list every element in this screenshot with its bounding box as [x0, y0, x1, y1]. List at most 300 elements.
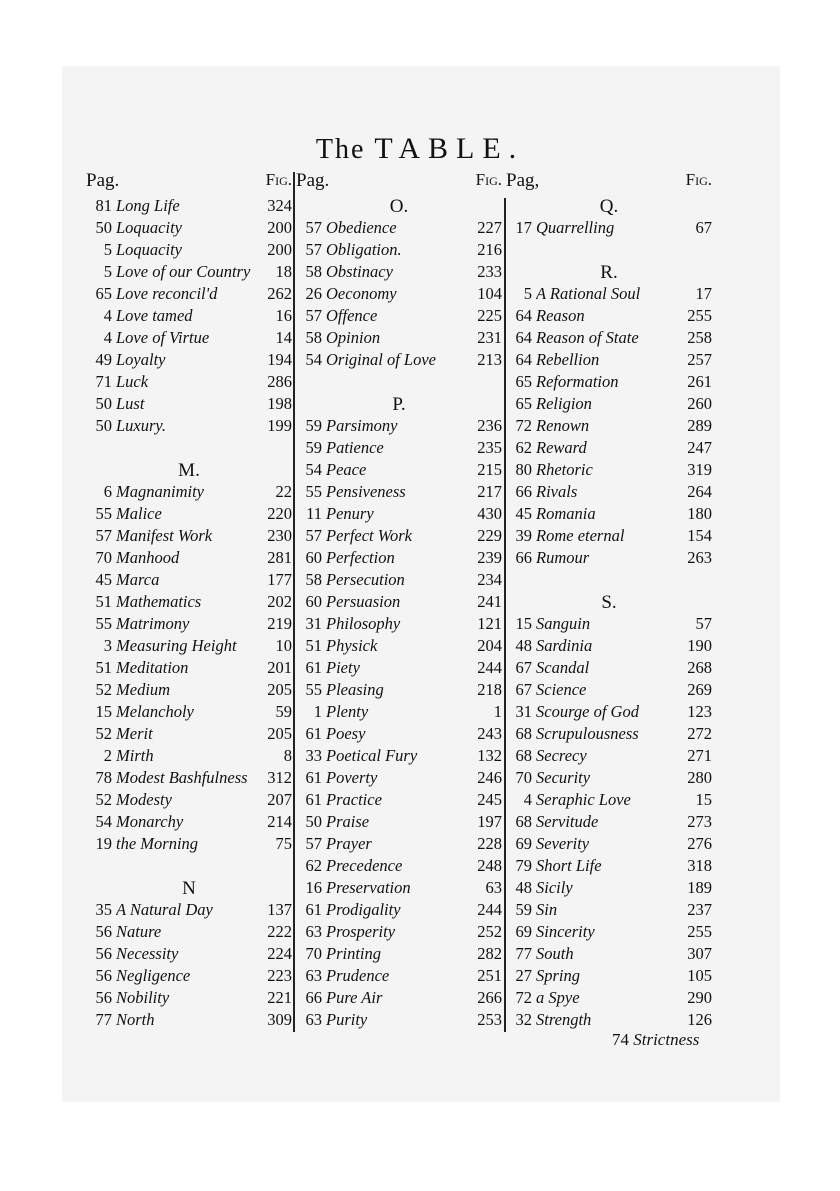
entry-page: 68	[515, 746, 532, 765]
entry-figure: 200	[267, 218, 292, 237]
entry-name: Medium	[116, 680, 171, 699]
entry-name: Mathematics	[116, 592, 202, 611]
entry-name: Monarchy	[116, 812, 184, 831]
entry-page: 59	[305, 416, 322, 435]
entry-name: South	[536, 944, 574, 963]
entry-page: 71	[95, 372, 112, 391]
entry-page: 61	[305, 768, 322, 787]
entry-page: 62	[305, 856, 322, 875]
section-letter: N	[182, 878, 196, 899]
entry-figure: 307	[687, 944, 712, 963]
entry-name: Oeconomy	[326, 284, 397, 303]
index-entry	[86, 350, 292, 372]
entry-figure: 244	[477, 658, 502, 677]
entry-name: Sanguin	[536, 614, 591, 633]
entry-name: Obstinacy	[326, 262, 393, 281]
entry-page: 45	[95, 570, 112, 589]
entry-page: 50	[95, 218, 112, 237]
entry-name: Meditation	[116, 658, 189, 677]
entry-figure: 229	[477, 526, 502, 545]
index-entry	[506, 790, 712, 812]
entry-figure: 190	[687, 636, 712, 655]
entry-page: 35	[95, 900, 112, 919]
entry-page: 77	[515, 944, 532, 963]
entry-name: Piety	[326, 658, 360, 677]
index-entry	[506, 306, 712, 328]
entry-figure: 223	[267, 966, 292, 985]
entry-figure: 253	[477, 1010, 502, 1029]
entry-figure: 180	[687, 504, 712, 523]
entry-page: 69	[515, 834, 532, 853]
index-entry	[86, 834, 292, 856]
entry-figure: 282	[477, 944, 502, 963]
entry-page: 50	[305, 812, 322, 831]
entry-page: 51	[305, 636, 322, 655]
section-letter: P.	[392, 394, 406, 415]
index-entry	[296, 746, 502, 768]
index-entry	[86, 768, 292, 790]
index-entry	[506, 328, 712, 350]
entry-figure: 289	[687, 416, 712, 435]
entry-name: Rome eternal	[536, 526, 625, 545]
section-letter: O.	[389, 196, 409, 217]
entry-name: Magnanimity	[116, 482, 204, 501]
index-entry	[506, 284, 712, 306]
entry-name: Matrimony	[116, 614, 190, 633]
entry-page: 51	[95, 658, 112, 677]
catchword-text: Strictness	[633, 1030, 700, 1049]
header-fig: Fig.	[685, 170, 712, 189]
entry-name: Persuasion	[326, 592, 401, 611]
entry-figure: 324	[267, 196, 292, 215]
entry-name: Sin	[536, 900, 558, 919]
entry-page: 58	[305, 328, 322, 347]
index-entry	[86, 922, 292, 944]
entry-figure: 202	[267, 592, 292, 611]
entry-name: Precedence	[326, 856, 403, 875]
entry-name: Love of our Country	[116, 262, 251, 281]
title-main: TABLE.	[374, 132, 525, 165]
entry-page: 72	[515, 416, 532, 435]
entry-name: Opinion	[326, 328, 381, 347]
index-entry	[296, 438, 502, 460]
index-entry	[296, 680, 502, 702]
entry-name: Sardinia	[536, 636, 593, 655]
entry-name: Modest Bashfulness	[116, 768, 248, 787]
entry-name: Rhetoric	[536, 460, 593, 479]
entry-figure: 251	[477, 966, 502, 985]
entry-name: Sincerity	[536, 922, 595, 941]
entry-page: 64	[515, 350, 532, 369]
entry-name: Plenty	[326, 702, 369, 721]
index-entry	[86, 702, 292, 724]
entry-page: 60	[305, 592, 322, 611]
entry-name: Loyalty	[116, 350, 166, 369]
entry-name: Scrupulousness	[536, 724, 639, 743]
entry-figure: 248	[477, 856, 502, 875]
header-pag: Pag,	[506, 170, 540, 191]
column-header	[86, 170, 292, 196]
entry-name: Reformation	[536, 372, 619, 391]
spacer	[86, 438, 292, 460]
index-entry	[86, 966, 292, 988]
entry-figure: 22	[275, 482, 292, 501]
index-entry	[86, 416, 292, 438]
entry-figure: 105	[687, 966, 712, 985]
entry-figure: 218	[477, 680, 502, 699]
entry-name: Philosophy	[326, 614, 401, 633]
index-entry	[506, 482, 712, 504]
index-column-2	[296, 170, 502, 1032]
entry-page: 31	[305, 614, 322, 633]
entry-page: 19	[95, 834, 112, 853]
entry-name: Seraphic Love	[536, 790, 631, 809]
entry-name: Modesty	[116, 790, 172, 809]
index-entry	[506, 768, 712, 790]
entry-page: 57	[305, 218, 322, 237]
entry-figure: 261	[687, 372, 712, 391]
entry-figure: 236	[477, 416, 502, 435]
index-entry	[296, 856, 502, 878]
entry-figure: 309	[267, 1010, 292, 1029]
index-entry	[296, 636, 502, 658]
entry-page: 66	[515, 482, 532, 501]
index-entry	[86, 592, 292, 614]
entry-name: Marca	[116, 570, 160, 589]
entry-figure: 272	[687, 724, 712, 743]
entry-page: 57	[305, 240, 322, 259]
entry-name: Religion	[536, 394, 592, 413]
entry-figure: 319	[687, 460, 712, 479]
entry-figure: 220	[267, 504, 292, 523]
entry-figure: 241	[477, 592, 502, 611]
entry-figure: 255	[687, 922, 712, 941]
index-entry	[296, 922, 502, 944]
entry-figure: 276	[687, 834, 712, 853]
index-entry	[296, 988, 502, 1010]
entry-name: Poetical Fury	[326, 746, 418, 765]
entry-page: 55	[305, 482, 322, 501]
entry-page: 61	[305, 724, 322, 743]
entry-figure: 235	[477, 438, 502, 457]
entry-name: Printing	[326, 944, 382, 963]
index-entry	[86, 658, 292, 680]
entry-figure: 207	[267, 790, 292, 809]
index-entry	[506, 548, 712, 570]
entry-name: Offence	[326, 306, 378, 325]
entry-page: 61	[305, 900, 322, 919]
entry-name: Manifest Work	[116, 526, 213, 545]
index-entry	[296, 724, 502, 746]
index-entry	[296, 900, 502, 922]
entry-page: 70	[95, 548, 112, 567]
entry-figure: 8	[283, 746, 292, 765]
entry-page: 68	[515, 812, 532, 831]
index-entry	[506, 724, 712, 746]
entry-page: 1	[313, 702, 322, 721]
entry-name: Loquacity	[116, 218, 182, 237]
entry-page: 67	[515, 680, 532, 699]
index-column-1	[86, 170, 292, 1032]
entry-name: Pensiveness	[326, 482, 406, 501]
entry-name: Mirth	[116, 746, 154, 765]
index-entry	[506, 372, 712, 394]
index-entry	[86, 746, 292, 768]
entry-figure: 57	[695, 614, 712, 633]
entry-page: 50	[95, 394, 112, 413]
column-divider-left	[293, 172, 295, 1032]
entry-figure: 137	[267, 900, 292, 919]
entry-figure: 67	[695, 218, 712, 237]
entry-name: Rivals	[536, 482, 578, 501]
entry-page: 57	[95, 526, 112, 545]
entry-page: 55	[95, 614, 112, 633]
entry-page: 80	[515, 460, 532, 479]
entry-name: Melancholy	[116, 702, 194, 721]
index-entry	[296, 592, 502, 614]
index-entry	[296, 548, 502, 570]
entry-name: Nobility	[116, 988, 170, 1007]
entry-name: Luxury.	[116, 416, 166, 435]
entry-page: 15	[515, 614, 532, 633]
entry-page: 63	[305, 966, 322, 985]
entry-page: 72	[515, 988, 532, 1007]
entry-figure: 228	[477, 834, 502, 853]
entry-page: 54	[95, 812, 112, 831]
index-entry	[86, 636, 292, 658]
entry-page: 5	[103, 262, 112, 281]
catchword	[612, 1030, 699, 1050]
entry-page: 70	[305, 944, 322, 963]
index-entry	[296, 658, 502, 680]
entry-page: 58	[305, 262, 322, 281]
entry-page: 64	[515, 328, 532, 347]
entry-figure: 290	[687, 988, 712, 1007]
spacer	[296, 372, 502, 394]
entry-name: A Natural Day	[116, 900, 213, 919]
index-entry	[506, 350, 712, 372]
entry-figure: 264	[687, 482, 712, 501]
entry-page: 31	[515, 702, 532, 721]
entry-figure: 15	[695, 790, 712, 809]
index-entry	[506, 658, 712, 680]
entry-page: 55	[305, 680, 322, 699]
entry-name: Praise	[326, 812, 370, 831]
index-entry	[296, 240, 502, 262]
entry-page: 11	[306, 504, 322, 523]
entry-page: 66	[305, 988, 322, 1007]
entry-figure: 221	[267, 988, 292, 1007]
entry-name: Rumour	[536, 548, 590, 567]
entry-name: Patience	[326, 438, 384, 457]
index-entry	[86, 900, 292, 922]
spacer	[506, 570, 712, 592]
column-header	[296, 170, 502, 196]
page-title	[0, 132, 840, 166]
index-entry	[296, 526, 502, 548]
index-entry	[506, 504, 712, 526]
section-letter: R.	[600, 262, 618, 283]
entry-page: 78	[95, 768, 112, 787]
entry-name: Loquacity	[116, 240, 182, 259]
entry-page: 45	[515, 504, 532, 523]
entry-figure: 104	[477, 284, 502, 303]
entry-name: Manhood	[116, 548, 180, 567]
index-entry	[86, 614, 292, 636]
index-entry	[506, 988, 712, 1010]
entry-figure: 216	[477, 240, 502, 259]
entry-name: Pure Air	[326, 988, 383, 1007]
entry-figure: 75	[275, 834, 292, 853]
entry-figure: 215	[477, 460, 502, 479]
entry-figure: 281	[267, 548, 292, 567]
index-entry	[86, 284, 292, 306]
entry-name: Reason of State	[536, 328, 639, 347]
entry-figure: 266	[477, 988, 502, 1007]
entry-page: 61	[305, 790, 322, 809]
entry-name: Nature	[116, 922, 162, 941]
entry-name: Negligence	[116, 966, 191, 985]
index-entry	[506, 680, 712, 702]
entry-page: 5	[103, 240, 112, 259]
entry-name: Peace	[326, 460, 367, 479]
index-entry	[86, 504, 292, 526]
entry-name: Obligation.	[326, 240, 402, 259]
entry-figure: 260	[687, 394, 712, 413]
section-letter: S.	[601, 592, 617, 613]
index-entry	[506, 438, 712, 460]
index-entry	[296, 284, 502, 306]
index-entry	[506, 922, 712, 944]
index-entry	[86, 262, 292, 284]
entry-page: 64	[515, 306, 532, 325]
entry-name: A Rational Soul	[536, 284, 641, 303]
index-entry	[296, 306, 502, 328]
entry-page: 63	[305, 922, 322, 941]
entry-name: Scandal	[536, 658, 590, 677]
entry-figure: 237	[687, 900, 712, 919]
entry-name: Luck	[116, 372, 149, 391]
entry-figure: 219	[267, 614, 292, 633]
entry-page: 39	[515, 526, 532, 545]
index-entry	[506, 834, 712, 856]
entry-name: North	[116, 1010, 155, 1029]
index-entry	[296, 702, 502, 724]
spacer	[86, 856, 292, 878]
index-entry	[296, 834, 502, 856]
entry-name: Parsimony	[326, 416, 398, 435]
index-entry	[296, 790, 502, 812]
section-letter: Q.	[599, 196, 619, 217]
entry-figure: 199	[267, 416, 292, 435]
entry-page: 63	[305, 1010, 322, 1029]
entry-figure: 200	[267, 240, 292, 259]
entry-name: Short Life	[536, 856, 602, 875]
spacer	[506, 240, 712, 262]
entry-figure: 123	[687, 702, 712, 721]
entry-figure: 217	[477, 482, 502, 501]
entry-page: 67	[515, 658, 532, 677]
entry-figure: 244	[477, 900, 502, 919]
entry-name: Spring	[536, 966, 581, 985]
entry-name: Malice	[116, 504, 162, 523]
entry-figure: 177	[267, 570, 292, 589]
entry-page: 15	[95, 702, 112, 721]
entry-name: Strength	[536, 1010, 592, 1029]
index-entry	[86, 482, 292, 504]
entry-page: 2	[103, 746, 112, 765]
entry-page: 49	[95, 350, 112, 369]
index-entry	[506, 878, 712, 900]
entry-page: 57	[305, 834, 322, 853]
entry-figure: 286	[267, 372, 292, 391]
entry-figure: 17	[695, 284, 712, 303]
entry-name: Scourge of God	[536, 702, 639, 721]
header-fig: Fig.	[475, 170, 502, 189]
entry-name: Penury	[326, 504, 374, 523]
entry-name: Love reconcil'd	[116, 284, 218, 303]
index-entry	[506, 526, 712, 548]
entry-page: 6	[103, 482, 112, 501]
entry-page: 4	[103, 306, 112, 325]
entry-name: Physick	[326, 636, 378, 655]
entry-figure: 234	[477, 570, 502, 589]
entry-figure: 239	[477, 548, 502, 567]
entry-figure: 247	[687, 438, 712, 457]
index-column-3	[506, 170, 712, 1032]
entry-name: Preservation	[326, 878, 411, 897]
entry-page: 56	[95, 966, 112, 985]
index-entry	[506, 966, 712, 988]
entry-name: Perfection	[326, 548, 395, 567]
entry-figure: 257	[687, 350, 712, 369]
entry-figure: 269	[687, 680, 712, 699]
entry-page: 52	[95, 724, 112, 743]
index-entry	[296, 570, 502, 592]
entry-name: the Morning	[116, 834, 199, 853]
index-entry	[86, 306, 292, 328]
entry-name: Merit	[116, 724, 153, 743]
entry-page: 48	[515, 878, 532, 897]
index-entry	[86, 372, 292, 394]
entry-figure: 273	[687, 812, 712, 831]
entry-figure: 213	[477, 350, 502, 369]
entry-page: 56	[95, 922, 112, 941]
entry-name: Love tamed	[116, 306, 193, 325]
entry-figure: 263	[687, 548, 712, 567]
entry-figure: 258	[687, 328, 712, 347]
entry-name: Quarrelling	[536, 218, 615, 237]
entry-page: 58	[305, 570, 322, 589]
index-entry	[296, 460, 502, 482]
index-entry	[506, 460, 712, 482]
index-entry	[296, 768, 502, 790]
entry-name: Love of Virtue	[116, 328, 210, 347]
entry-name: Rebellion	[536, 350, 600, 369]
entry-figure: 255	[687, 306, 712, 325]
entry-list	[86, 196, 292, 1032]
entry-page: 61	[305, 658, 322, 677]
entry-page: 52	[95, 680, 112, 699]
entry-page: 65	[95, 284, 112, 303]
entry-page: 3	[103, 636, 112, 655]
index-entry	[506, 944, 712, 966]
index-entry	[86, 680, 292, 702]
entry-figure: 271	[687, 746, 712, 765]
entry-name: Purity	[326, 1010, 368, 1029]
entry-name: Renown	[536, 416, 590, 435]
entry-name: Long Life	[116, 196, 180, 215]
